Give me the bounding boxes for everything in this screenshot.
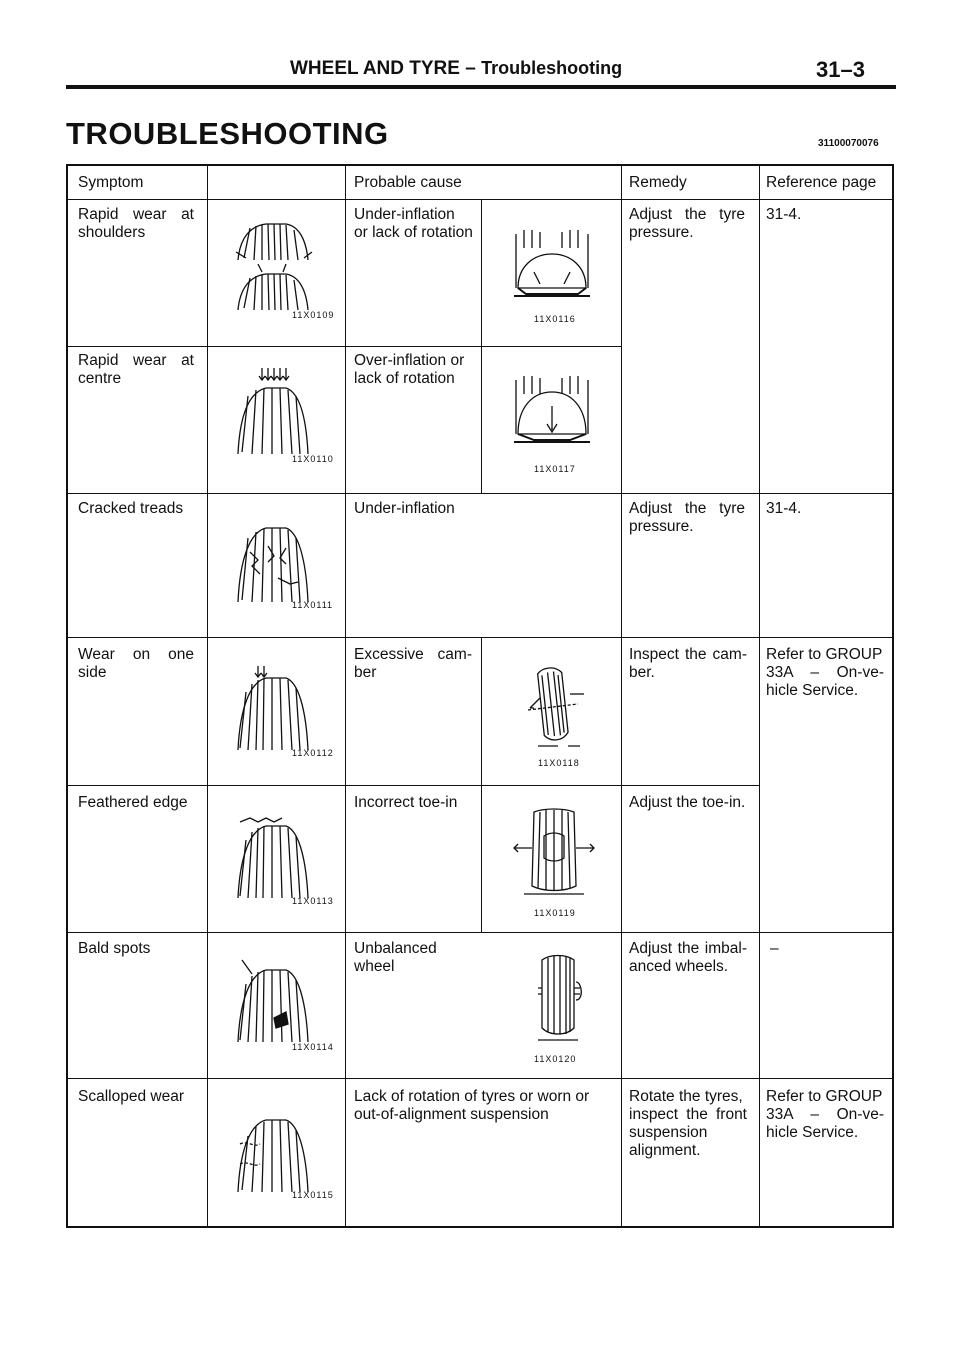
- header-cause: Probable cause: [354, 174, 462, 191]
- reference-text: 33A – On-ve-: [766, 1106, 884, 1123]
- col-divider: [345, 166, 346, 1228]
- figure-code: 11X0112: [292, 748, 334, 758]
- remedy-text: anced wheels.: [629, 958, 729, 975]
- symptom-text: Feathered edge: [78, 794, 188, 811]
- remedy-text: alignment.: [629, 1142, 701, 1159]
- header-rule: [66, 85, 896, 89]
- col-divider: [207, 166, 208, 1228]
- row-divider: [68, 199, 892, 200]
- feathered-edge-tyre-illustration: [228, 812, 338, 904]
- reference-text: 31-4.: [766, 500, 802, 517]
- cracked-treads-tyre-illustration: [228, 518, 338, 608]
- cause-text: Over-inflation or: [354, 352, 465, 369]
- row-divider: [68, 932, 892, 933]
- col-divider: [481, 200, 482, 494]
- figure-code: 11X0116: [534, 314, 576, 324]
- reference-text: 31-4.: [766, 206, 802, 223]
- symptom-text: shoulders: [78, 224, 146, 241]
- reference-text: Refer to GROUP: [766, 1088, 883, 1105]
- remedy-text: pressure.: [629, 518, 694, 535]
- remedy-text: Adjust the tyre: [629, 500, 745, 517]
- reference-text: hicle Service.: [766, 682, 859, 699]
- under-inflation-tyre-illustration: [504, 226, 604, 306]
- remedy-text: Rotate the tyres,: [629, 1088, 743, 1105]
- over-inflation-tyre-illustration: [504, 372, 604, 462]
- unbalanced-wheel-illustration: [508, 952, 608, 1048]
- cause-text: wheel: [354, 958, 395, 975]
- header-reference: Reference page: [766, 174, 877, 191]
- header-title: WHEEL AND TYRE: [290, 58, 460, 79]
- figure-code: 11X0118: [538, 758, 580, 768]
- symptom-text: Bald spots: [78, 940, 151, 957]
- reference-text: hicle Service.: [766, 1124, 859, 1141]
- cause-text: out-of-alignment suspension: [354, 1106, 549, 1123]
- symptom-text: Rapid wear at: [78, 352, 194, 369]
- figure-code: 11X0119: [534, 908, 576, 918]
- reference-text: Refer to GROUP: [766, 646, 883, 663]
- symptom-text: centre: [78, 370, 122, 387]
- symptom-text: Cracked treads: [78, 500, 184, 517]
- remedy-text: suspension: [629, 1124, 708, 1141]
- remedy-text: inspect the front: [629, 1106, 747, 1123]
- one-side-wear-tyre-illustration: [228, 664, 338, 756]
- cause-text: Under-inflation: [354, 206, 455, 223]
- remedy-text: ber.: [629, 664, 655, 681]
- cause-text: Lack of rotation of tyres or worn or: [354, 1088, 590, 1105]
- cause-text: Excessive cam-: [354, 646, 472, 663]
- remedy-text: pressure.: [629, 224, 694, 241]
- figure-code: 11X0117: [534, 464, 576, 474]
- figure-code: 11X0109: [292, 310, 335, 320]
- figure-code: 11X0114: [292, 1042, 334, 1052]
- section-title: TROUBLESHOOTING: [66, 116, 389, 151]
- remedy-text: Adjust the imbal-: [629, 940, 747, 957]
- row-divider: [68, 346, 621, 347]
- cause-text: Under-inflation: [354, 500, 455, 517]
- header-dash: –: [465, 58, 476, 79]
- section-code: 31100070076: [818, 138, 879, 149]
- shoulder-wear-tyre-illustration: [228, 218, 338, 318]
- remedy-text: Adjust the toe-in.: [629, 794, 746, 811]
- header-subtitle: Troubleshooting: [481, 58, 623, 78]
- cause-text: lack of rotation: [354, 370, 455, 387]
- row-divider: [68, 1078, 892, 1079]
- cause-text: Unbalanced: [354, 940, 437, 957]
- bald-spots-tyre-illustration: [228, 956, 338, 1048]
- cause-text: or lack of rotation: [354, 224, 473, 241]
- remedy-text: Inspect the cam-: [629, 646, 747, 663]
- figure-code: 11X0111: [292, 600, 334, 610]
- remedy-text: Adjust the tyre: [629, 206, 745, 223]
- figure-code: 11X0115: [292, 1190, 334, 1200]
- page-number: 31–3: [816, 57, 865, 82]
- row-divider: [68, 785, 759, 786]
- symptom-text: Wear on one: [78, 646, 194, 663]
- symptom-text: Scalloped wear: [78, 1088, 184, 1105]
- row-divider: [68, 637, 892, 638]
- troubleshooting-table: [66, 164, 894, 1228]
- scalloped-wear-tyre-illustration: [228, 1106, 338, 1198]
- col-divider: [759, 166, 760, 1228]
- figure-code: 11X0113: [292, 896, 334, 906]
- figure-code: 11X0120: [534, 1054, 577, 1064]
- cause-text: ber: [354, 664, 377, 681]
- centre-wear-tyre-illustration: [228, 362, 338, 462]
- toe-in-tyre-illustration: [504, 806, 604, 902]
- symptom-text: side: [78, 664, 107, 681]
- header-symptom: Symptom: [78, 174, 144, 191]
- reference-text: –: [770, 940, 779, 957]
- reference-text: 33A – On-ve-: [766, 664, 884, 681]
- header-remedy: Remedy: [629, 174, 687, 191]
- running-header: [290, 58, 622, 80]
- symptom-text: Rapid wear at: [78, 206, 194, 223]
- cause-text: Incorrect toe-in: [354, 794, 458, 811]
- row-divider: [68, 493, 892, 494]
- figure-code: 11X0110: [292, 454, 334, 464]
- camber-tyre-illustration: [508, 664, 608, 754]
- col-divider: [621, 166, 622, 1228]
